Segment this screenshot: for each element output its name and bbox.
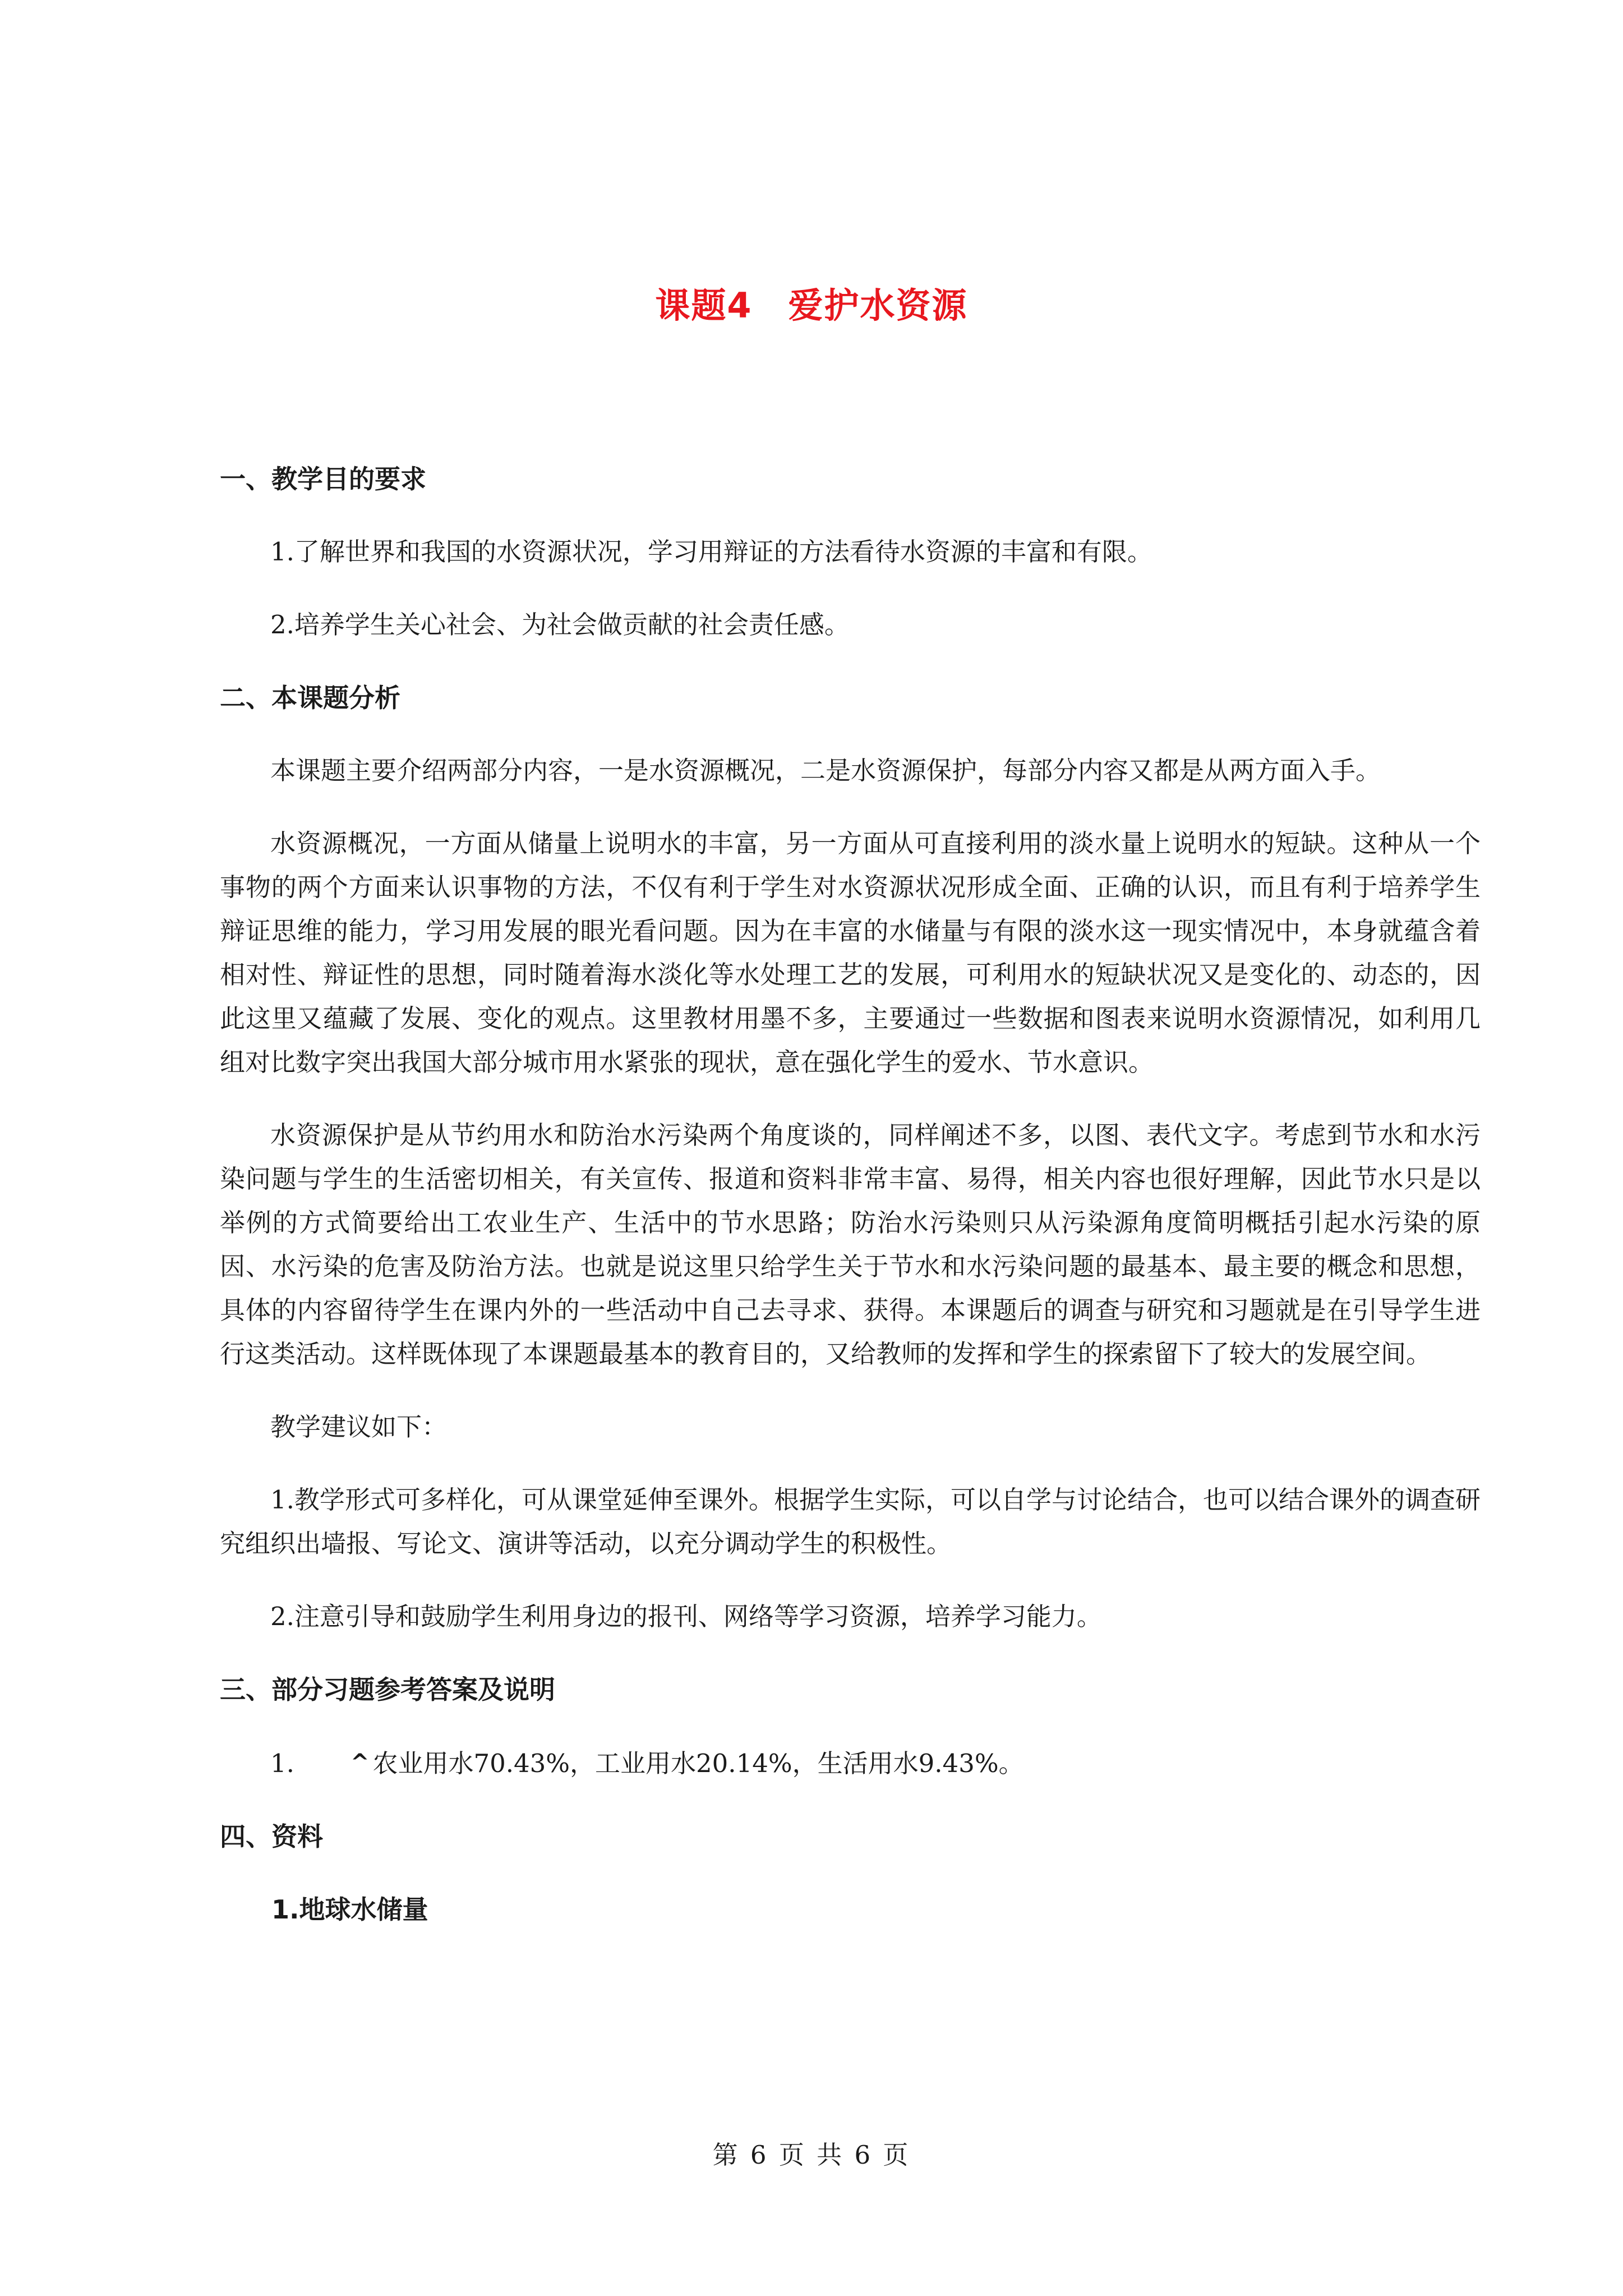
answer-item-text: 农业用水70.43%，工业用水20.14%，生活用水9.43%。 [372, 1749, 1024, 1778]
teaching-suggestions-intro: 教学建议如下： [270, 1412, 448, 1442]
objective-item-1: 1.了解世界和我国的水资源状况，学习用辩证的方法看待水资源的丰富和有限。 [270, 537, 1152, 567]
materials-subheading-1: 1.地球水储量 [271, 1894, 428, 1925]
section-heading-analysis: 二、本课题分析 [220, 683, 400, 713]
section-heading-objectives: 一、教学目的要求 [220, 464, 426, 494]
analysis-paragraph-1: 本课题主要介绍两部分内容，一是水资源概况，二是水资源保护，每部分内容又都是从两方面入手。 [270, 756, 1381, 785]
section-heading-materials: 四、资料 [220, 1821, 323, 1852]
section-heading-answers: 三、部分习题参考答案及说明 [220, 1674, 555, 1705]
answer-item-1 [220, 1741, 1481, 1786]
document-body [220, 457, 1481, 1931]
suggestion-item-1: 1.教学形式可多样化，可从课堂延伸至课外。根据学生实际，可以自学与讨论结合，也可以结合课外的调查研究组织出墙报、写论文、演讲等活动，以充分调动学生的积极性。 [220, 1485, 1481, 1558]
analysis-paragraph-3: 水资源保护是从节约用水和防治水污染两个角度谈的，同样阐述不多，以图、表代文字。考虑到节水和水污染问题与学生的生活密切相关，有关宣传、报道和资料非常丰富、易得，相关内容也很好理解，因此节水只是以举例的方式简要给出工农业生产、生活中的节水思路；防治水污染则只从污染源角度简明概括引起水污染的原因、水污染的危害及防治方法。也就是说这里只给学生关于节水和水污染问题的最基本、最主要的概念和思想，具体的内容留待学生在课内外的一些活动中自己去寻求、获得。本课题后的调查与研究和习题就是在引导学生进行这类活动。这样既体现了本课题最基本的教育目的，又给教师的发挥和学生的探索留下了较大的发展空间。 [220, 1120, 1481, 1369]
page-footer: 第 6 页 共 6 页 [712, 2140, 911, 2170]
suggestion-item-2: 2.注意引导和鼓励学生利用身边的报刊、网络等学习资源，培养学习能力。 [270, 1602, 1102, 1631]
objective-item-2: 2.培养学生关心社会、为社会做贡献的社会责任感。 [270, 610, 850, 639]
page-title: 课题4 爱护水资源 [655, 285, 968, 326]
caret-up-icon: ^ [350, 1750, 370, 1775]
analysis-paragraph-2: 水资源概况，一方面从储量上说明水的丰富，另一方面从可直接利用的淡水量上说明水的短缺。这种从一个事物的两个方面来认识事物的方法，不仅有利于学生对水资源状况形成全面、正确的认识，而且有利于培养学生辩证思维的能力，学习用发展的眼光看问题。因为在丰富的水储量与有限的淡水这一现实情况中，本身就蕴含着相对性、辩证性的思想，同时随着海水淡化等水处理工艺的发展，可利用水的短缺状况又是变化的、动态的，因此这里又蕴藏了发展、变化的观点。这里教材用墨不多，主要通过一些数据和图表来说明水资源情况，如利用几组对比数字突出我国大部分城市用水紧张的现状，意在强化学生的爱水、节水意识。 [220, 829, 1481, 1077]
answer-item-number: 1. [270, 1749, 294, 1778]
